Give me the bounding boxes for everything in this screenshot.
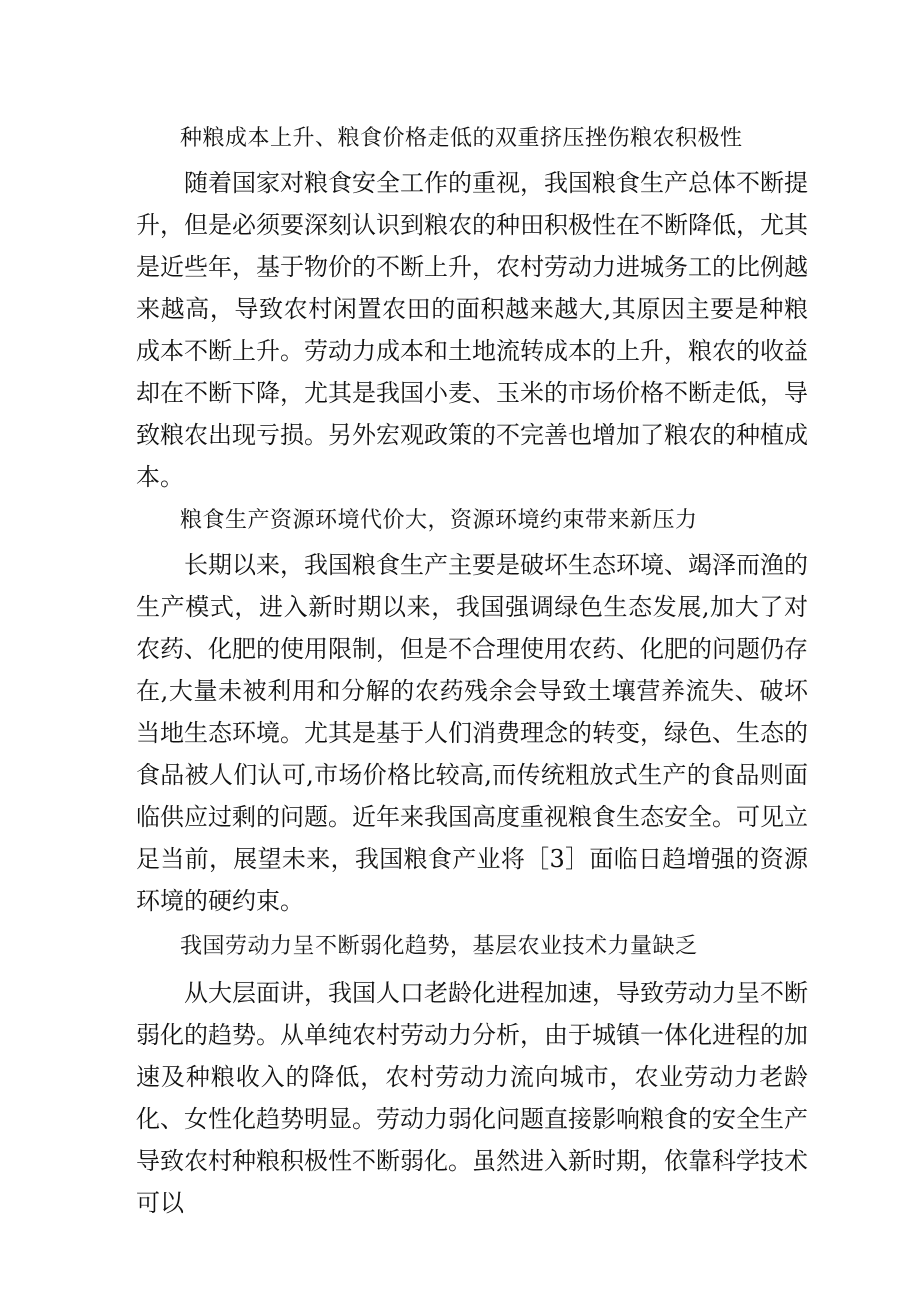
section-paragraph-labor-weakening: 从大层面讲，我国人口老龄化进程加速，导致劳动力呈不断弱化的趋势。从单纯农村劳动力分析，由于城镇一体化进程的加速及种粮收入的降低，农村劳动力流向城市，农业劳动力老龄化、女性化趋势明显。劳动力弱化问题直接影响粮食的安全生产导致农村种粮积极性不断弱化。虽然进入新时期，依靠科学技术可以 xyxy=(136,979,808,1217)
section-heading-resource-environment: 粮食生产资源环境代价大，资源环境约束带来新压力 xyxy=(180,508,698,533)
section-paragraph-resource-environment: 长期以来，我国粮食生产主要是破坏生态环境、竭泽而渔的生产模式，进入新时期以来，我国强调绿色生态发展,加大了对农药、化肥的使用限制，但是不合理使用农药、化肥的问题仍存在,大量未被利用和分解的农药残余会导致土壤营养流失、破坏当地生态环境。尤其是基于人们消费理念的转变，绿色、生态的食品被人们认可,市场价格比较高,而传统粗放式生产的食品则面临供应过剩的问题。近年来我国高度重视粮食生态安全。可见立足当前，展望未来，我国粮食产业将［3］面临日趋增强的资源环境的硬约束。 xyxy=(136,551,808,915)
document-body xyxy=(136,118,808,1224)
section-heading-cost-pressure: 种粮成本上升、粮食价格走低的双重挤压挫伤粮农积极性 xyxy=(180,126,743,151)
section-heading-labor-weakening: 我国劳动力呈不断弱化趋势，基层农业技术力量缺乏 xyxy=(180,934,698,959)
section-paragraph-cost-pressure: 随着国家对粮食安全工作的重视，我国粮食生产总体不断提升，但是必须要深刻认识到粮农的种田积极性在不断降低，尤其是近些年，基于物价的不断上升，农村劳动力进城务工的比例越来越高，导致农村闲置农田的面积越来越大,其原因主要是种粮成本不断上升。劳动力成本和土地流转成本的上升，粮农的收益却在不断下降，尤其是我国小麦、玉米的市场价格不断走低，导致粮农出现亏损。另外宏观政策的不完善也增加了粮农的种植成本。 xyxy=(136,169,808,491)
